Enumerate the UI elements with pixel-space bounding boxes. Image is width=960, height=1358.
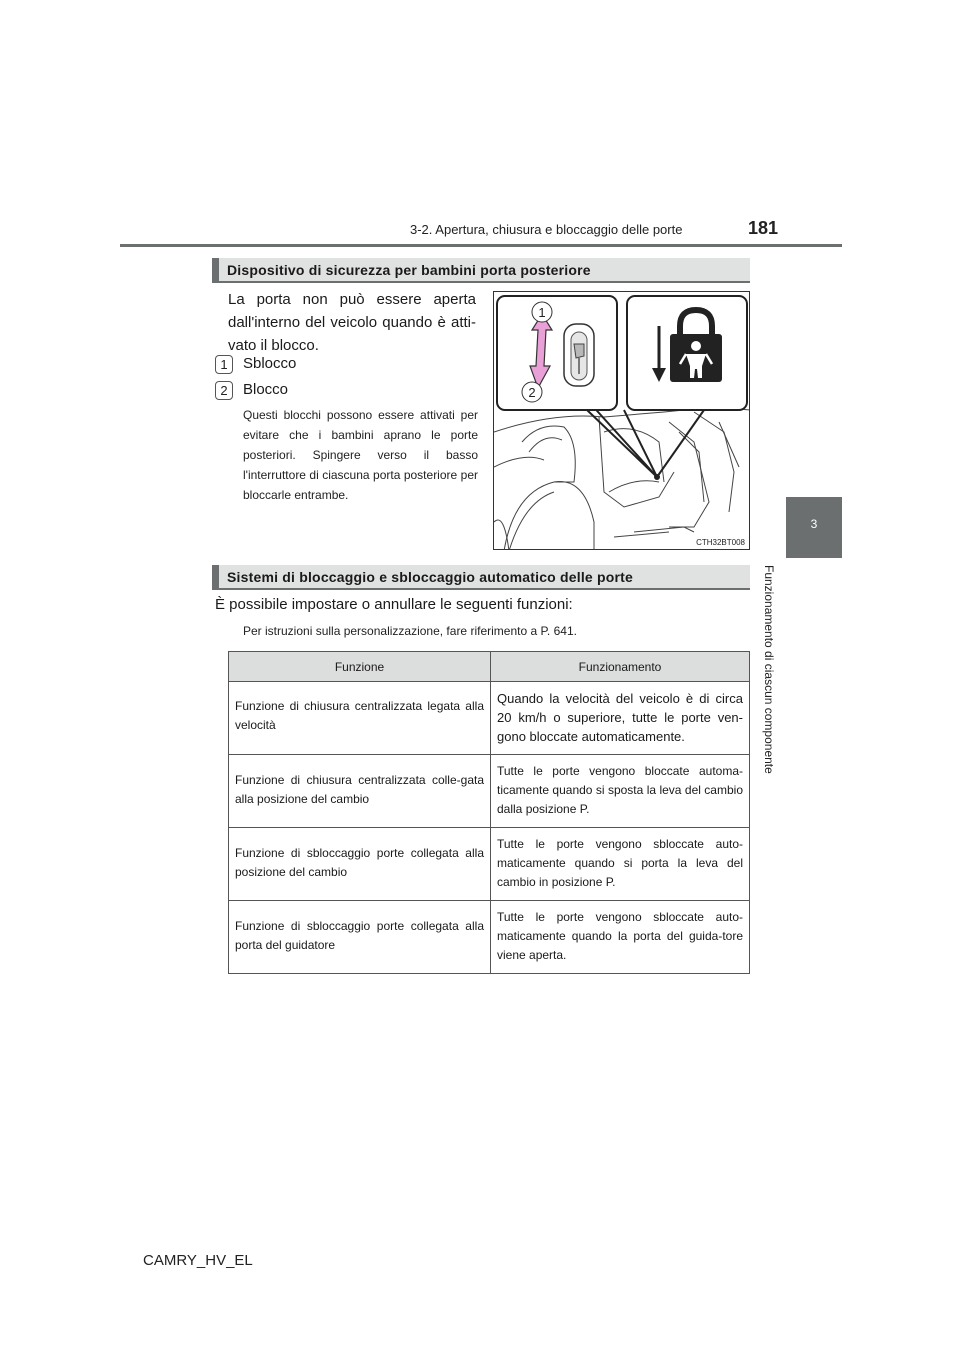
table-cell-function: Funzione di chiusura centralizzata colle-gata alla posizione del cambio: [229, 755, 491, 828]
table-row: [229, 828, 750, 901]
table-row: [229, 901, 750, 974]
intro-paragraph-2: È possibile impostare o annullare le seguenti funzioni:: [215, 596, 573, 613]
table-cell-operation: Tutte le porte vengono sbloccate auto-maticamente quando si porta la leva del cambio in posizione P.: [491, 828, 750, 901]
table-cell-function: Funzione di sbloccaggio porte collegata alla posizione del cambio: [229, 828, 491, 901]
section-heading-text: Dispositivo di sicurezza per bambini porta posteriore: [227, 262, 591, 278]
function-table: [228, 651, 750, 974]
note-paragraph: Questi blocchi possono essere attivati per evitare che i bambini aprano le porte posteriori. Spingere verso il basso l'interruttore di ciascuna porta posteriore per bloccarle entrambe.: [243, 408, 478, 502]
table-cell-operation: Tutte le porte vengono sbloccate auto-maticamente quando la porta del guida-tore viene aperta.: [491, 901, 750, 974]
item-label: Blocco: [243, 381, 289, 398]
intro-paragraph: La porta non può essere aperta dall'interno del veicolo quando è atti-vato il blocco.: [228, 291, 476, 354]
item-number-badge: 1: [215, 355, 233, 374]
door-illustration: [494, 292, 750, 550]
header-rule: [120, 244, 842, 247]
table-cell-function: Funzione di sbloccaggio porte collegata alla porta del guidatore: [229, 901, 491, 974]
section-heading-text: Sistemi di bloccaggio e sbloccaggio automatico delle porte: [227, 569, 634, 585]
running-header: 3-2. Apertura, chiusura e bloccaggio delle porte: [410, 222, 683, 237]
customization-note: Per istruzioni sulla personalizzazione, fare riferimento a P. 641.: [243, 624, 577, 638]
section-heading-auto-lock: [212, 565, 750, 590]
table-cell-function: Funzione di chiusura centralizzata legata alla velocità: [229, 682, 491, 755]
child-lock-illustration: [493, 291, 750, 550]
item-number-badge: 2: [215, 381, 233, 400]
table-header-operation: Funzionamento: [491, 652, 750, 682]
figure-code: CTH32BT008: [696, 538, 745, 547]
table-row: [229, 682, 750, 755]
page-number: 181: [748, 218, 779, 238]
table-header-row: [229, 652, 750, 682]
table-cell-operation: Quando la velocità del veicolo è di circa 20 km/h o superiore, tutte le porte ven-gono bloccate automaticamente.: [491, 682, 750, 755]
table-cell-operation: Tutte le porte vengono bloccate automa-ticamente quando si sposta la leva del cambio dalla posizione P.: [491, 755, 750, 828]
chapter-number: 3: [810, 517, 818, 531]
item-label: Sblocco: [243, 355, 297, 372]
table-header-function: Funzione: [229, 652, 491, 682]
section-heading-child-lock: [212, 258, 750, 283]
chapter-title: Funzionamento di ciascun componente: [762, 565, 776, 774]
callout-1: 1: [538, 305, 546, 320]
table-row: [229, 755, 750, 828]
model-code: CAMRY_HV_EL: [143, 1252, 253, 1269]
callout-2: 2: [528, 385, 536, 400]
